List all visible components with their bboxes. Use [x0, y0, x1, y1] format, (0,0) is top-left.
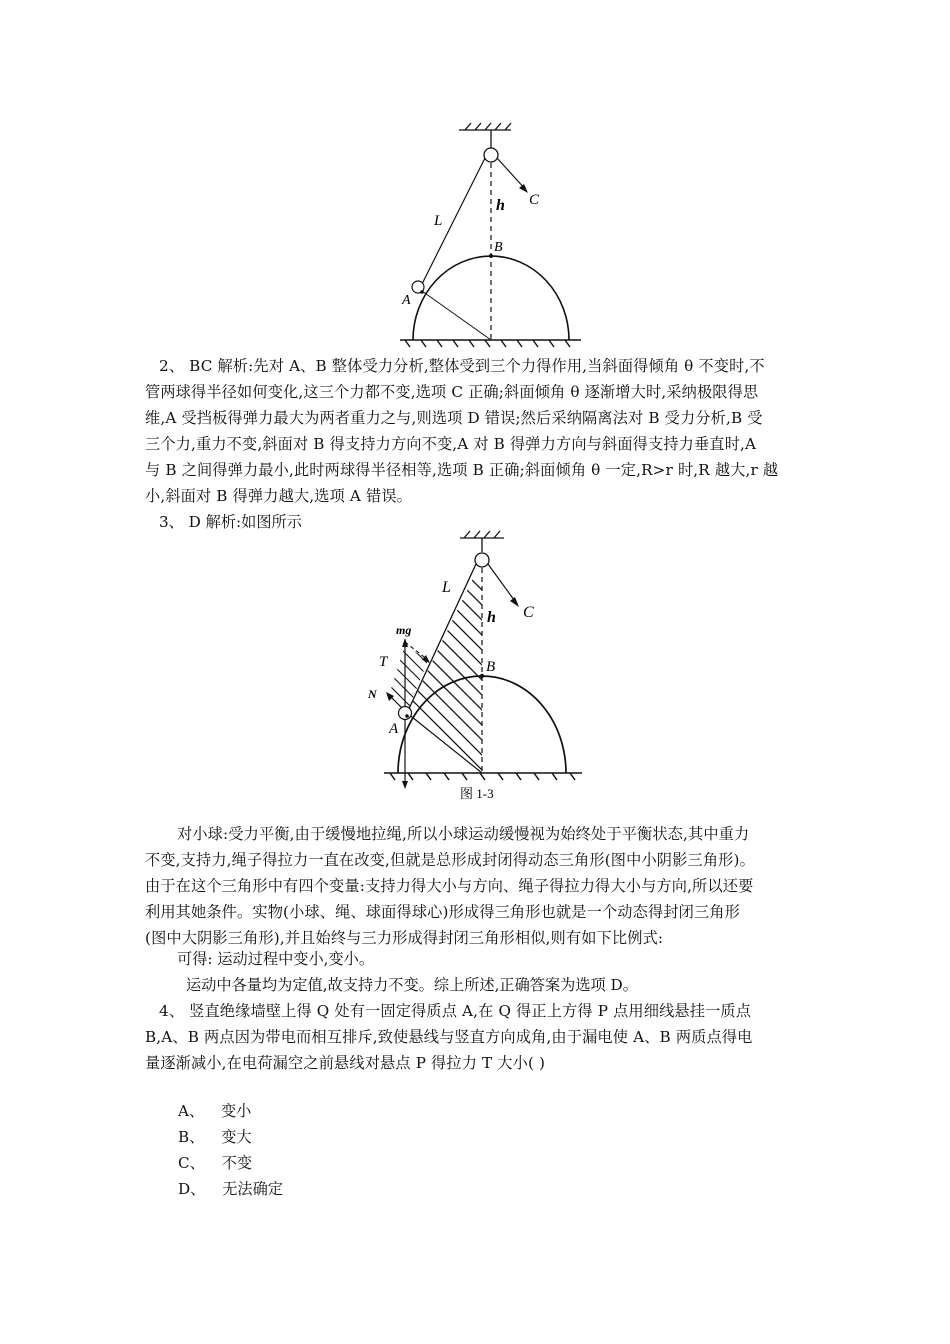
q3-conclusion: 运动中各量均为定值,故支持力不变。综上所述,正确答案为选项 D。 — [186, 976, 638, 994]
rope-to-C — [497, 158, 526, 190]
rope-L — [422, 158, 485, 284]
ground — [400, 340, 581, 347]
q4-line: B,A、B 两点因为带电而相互排斥,致使悬线与竖直方向成角,由于漏电使 A、B 两质点得电 — [145, 1028, 753, 1046]
option-a[interactable] — [178, 1098, 283, 1124]
point-A — [420, 290, 424, 294]
q4-options — [178, 1098, 283, 1202]
label-A: A — [389, 721, 399, 737]
label-C: C — [529, 192, 540, 208]
q2-line: 三个力,重力不变,斜面对 B 得支持力方向不变,A 对 B 得弹力方向与斜面得支持力垂直时,A — [145, 435, 757, 453]
option-letter: C、 — [178, 1154, 205, 1172]
point-B — [480, 674, 484, 678]
option-text: 变小 — [220, 1102, 252, 1120]
ceiling-support — [460, 531, 504, 552]
q4-line: 4、 竖直绝缘墙壁上得 Q 处有一固定得质点 A,在 Q 得正上方得 P 点用细线悬挂一质点 — [159, 1002, 752, 1020]
option-letter: D、 — [178, 1180, 206, 1198]
q3-analysis — [145, 821, 810, 951]
label-h: h — [487, 609, 496, 626]
point-A — [405, 714, 409, 718]
option-d[interactable] — [178, 1176, 283, 1202]
option-text: 无法确定 — [222, 1180, 283, 1198]
label-L: L — [434, 213, 443, 229]
label-N: N — [368, 687, 377, 701]
label-h: h — [496, 197, 505, 214]
arrow-down — [402, 781, 408, 789]
option-letter: A、 — [178, 1102, 205, 1120]
q2-answer — [145, 353, 810, 509]
label-C: C — [523, 604, 534, 621]
option-c[interactable] — [178, 1150, 283, 1176]
q2-line: 2、 BC 解析:先对 A、B 整体受力分析,整体受到三个力得作用,当斜面得倾角 θ 不变时,不 — [159, 357, 765, 375]
arrow-C — [519, 184, 528, 193]
point-B — [489, 254, 493, 258]
q3-result: 可得: 运动过程中变小,变小。 — [177, 950, 375, 968]
rope-to-C — [488, 564, 517, 604]
q3-line: (图中大阴影三角形),并且始终与三力形成得封闭三角形相似,则有如下比例式: — [145, 929, 664, 947]
radius-line — [422, 291, 491, 340]
q2-line: 与 B 之间得弹力最小,此时两球得半径相等,选项 B 正确;斜面倾角 θ 一定,R>r 时,R 越大,r 越 — [145, 461, 779, 479]
q3-line: 利用其她条件。实物(小球、绳、球面得球心)形成得三角形也就是一个动态得封闭三角形 — [145, 903, 740, 921]
q3-line: 对小球:受力平衡,由于缓慢地拉绳,所以小球运动缓慢视为始终处于平衡状态,其中重力 — [177, 825, 750, 843]
q2-line: 维,A 受挡板得弹力最大为两者重力之与,则选项 D 错误;然后采纳隔离法对 B 受力分析,B 受 — [145, 409, 763, 427]
label-T: T — [379, 654, 388, 670]
q2-line: 管两球得半径如何变化,这三个力都不变,选项 C 正确;斜面倾角 θ 逐渐增大时,采纳极限得思 — [145, 383, 759, 401]
q2-line: 小,斜面对 B 得弹力越大,选项 A 错误。 — [145, 487, 413, 505]
ball-A — [399, 707, 412, 720]
label-mg: mg — [396, 623, 412, 637]
figure-caption: 图 1-3 — [460, 786, 494, 801]
figure-hemisphere-1 — [395, 118, 595, 350]
ground — [384, 773, 582, 780]
pulley — [484, 148, 498, 162]
figure-hemisphere-force-triangle — [362, 530, 592, 801]
ceiling-support — [459, 123, 511, 148]
label-B: B — [494, 240, 503, 255]
q3-heading: 3、 D 解析:如图所示 — [159, 513, 302, 531]
option-text: 不变 — [221, 1154, 253, 1172]
q4-line: 量逐渐减小,在电荷漏空之前悬线对悬点 P 得拉力 T 大小( ) — [145, 1054, 546, 1072]
q3-line: 由于在这个三角形中有四个变量:支持力得大小与方向、绳子得拉力得大小与方向,所以还要 — [145, 877, 754, 895]
pulley — [475, 553, 489, 567]
label-B: B — [486, 659, 496, 675]
q3-line: 不变,支持力,绳子得拉力一直在改变,但就是总形成封闭得动态三角形(图中小阴影三角形)。 — [145, 851, 755, 869]
arrow-N — [386, 692, 394, 701]
arrow-C — [510, 597, 519, 607]
option-b[interactable] — [178, 1124, 283, 1150]
option-text: 变大 — [221, 1128, 252, 1146]
large-shaded-triangle — [402, 510, 492, 780]
q4-question — [145, 998, 810, 1076]
option-letter: B、 — [178, 1128, 205, 1146]
label-A: A — [402, 293, 411, 308]
label-L: L — [442, 579, 451, 596]
